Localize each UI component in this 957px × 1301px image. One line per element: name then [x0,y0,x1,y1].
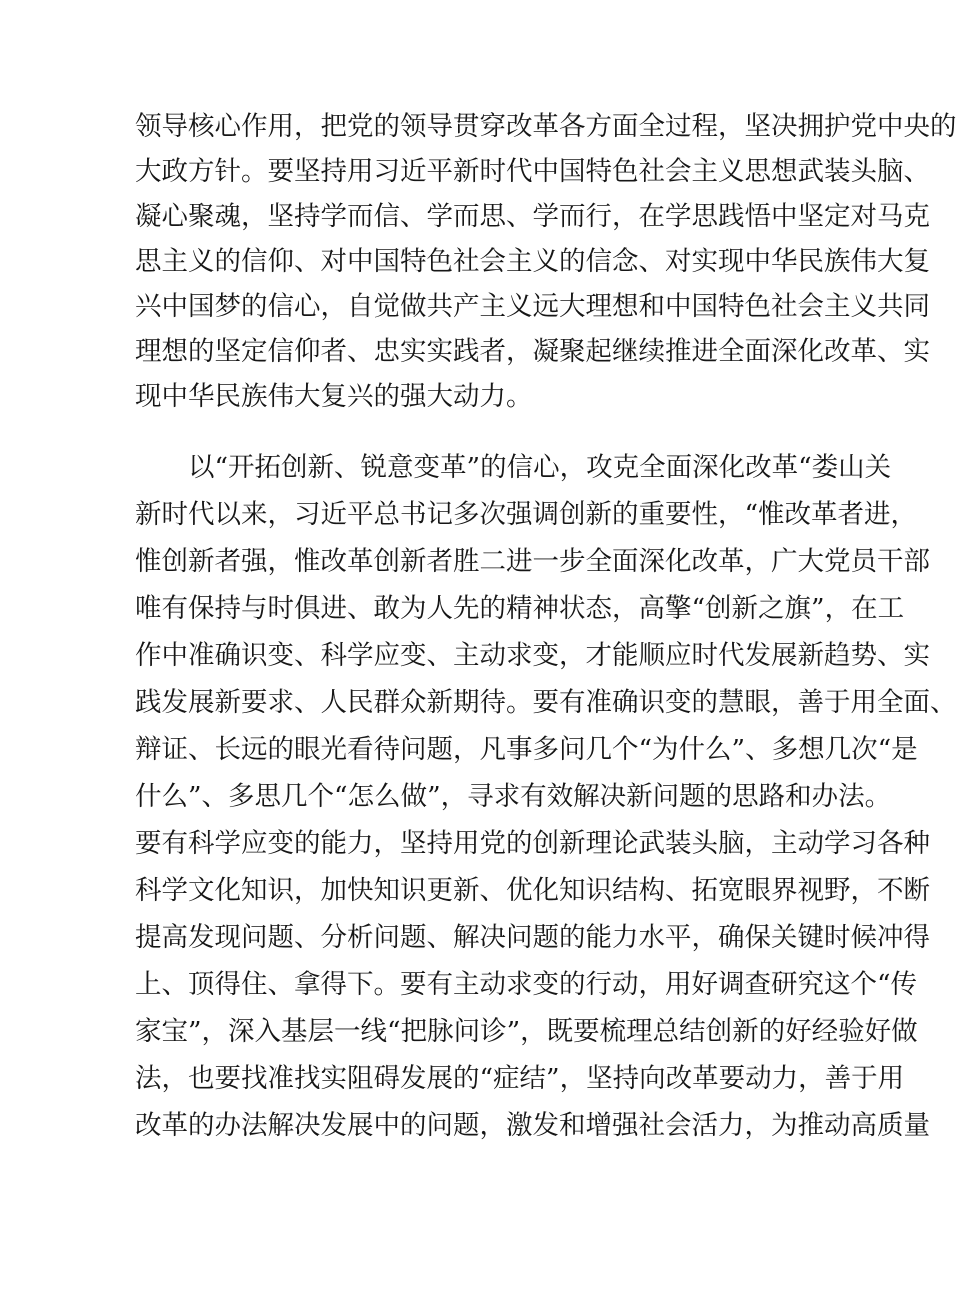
text-line: 领导核心作用，把党的领导贯穿改革各方面全过程，坚决拥护党中央的 [135,111,957,142]
text-line: 大政方针。要坚持用习近平新时代中国特色社会主义思想武装头脑、 [135,156,930,187]
text-line: 上、顶得住、拿得下。要有主动求变的行动，用好调查研究这个“传 [135,969,918,1000]
text-line: 家宝”，深入基层一线“把脉问诊”，既要梳理总结创新的好经验好做 [135,1016,918,1047]
text-line: 提高发现问题、分析问题、解决问题的能力水平，确保关键时候冲得 [135,922,930,953]
text-line: 什么”、多思几个“怎么做”，寻求有效解决新问题的思路和办法。 [135,781,892,812]
text-line: 思主义的信仰、对中国特色社会主义的信念、对实现中华民族伟大复 [135,246,930,277]
text-line: 改革的办法解决发展中的问题，激发和增强社会活力，为推动高质量 [135,1110,930,1141]
text-line: 要有科学应变的能力，坚持用党的创新理论武装头脑，主动学习各种 [135,828,930,859]
text-line: 新时代以来，习近平总书记多次强调创新的重要性，“惟改革者进， [135,499,918,530]
text-line: 法，也要找准找实阻碍发展的“症结”，坚持向改革要动力，善于用 [135,1063,905,1094]
text-line: 作中准确识变、科学应变、主动求变，才能顺应时代发展新趋势、实 [135,640,930,671]
section-heading: 以“开拓创新、锐意变革”的信心，攻克全面深化改革“娄山关 [188,452,892,483]
text-line: 现中华民族伟大复兴的强大动力。 [135,381,533,412]
text-line: 凝心聚魂，坚持学而信、学而思、学而行，在学思践悟中坚定对马克 [135,201,930,232]
text-line: 践发展新要求、人民群众新期待。要有准确识变的慧眼，善于用全面、 [135,687,957,718]
text-line: 兴中国梦的信心，自觉做共产主义远大理想和中国特色社会主义共同 [135,291,930,322]
text-line: 唯有保持与时俱进、敢为人先的精神状态，高擎“创新之旗”，在工 [135,593,905,624]
text-line: 理想的坚定信仰者、忠实实践者，凝聚起继续推进全面深化改革、实 [135,336,930,367]
text-line: 科学文化知识，加快知识更新、优化知识结构、拓宽眼界视野，不断 [135,875,930,906]
text-line: 惟创新者强，惟改革创新者胜二进一步全面深化改革，广大党员干部 [135,546,930,577]
text-line: 辩证、长远的眼光看待问题，凡事多问几个“为什么”、多想几次“是 [135,734,918,765]
